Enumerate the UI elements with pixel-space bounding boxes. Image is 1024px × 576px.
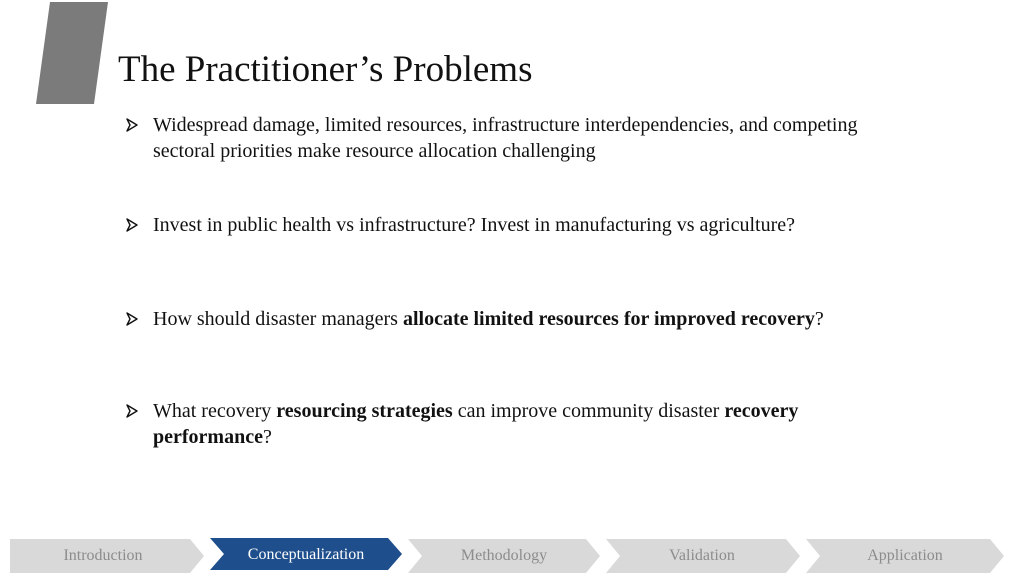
nav-step-validation[interactable]: Validation <box>669 547 735 564</box>
arrow-bullet-icon <box>124 215 144 235</box>
bullet-text: Widespread damage, limited resources, infrastructure interdependencies, and competing sectoral priorities make resource allocation challenging <box>153 114 858 162</box>
slide-title: The Practitioner’s Problems <box>118 49 533 90</box>
bullet-text: How should disaster managers allocate limited resources for improved recovery? <box>153 308 824 330</box>
bullet-item <box>124 398 914 450</box>
bullet-item <box>124 112 914 164</box>
arrow-bullet-icon <box>124 115 144 135</box>
bold-phrase: recovery performance <box>153 400 799 448</box>
section-progress-nav <box>0 536 1024 576</box>
bullet-text: Invest in public health vs infrastructure? Invest in manufacturing vs agriculture? <box>153 214 796 236</box>
bullet-item <box>124 212 914 238</box>
arrow-bullet-icon <box>124 401 144 421</box>
nav-step-application[interactable]: Application <box>867 547 943 564</box>
bold-phrase: allocate limited resources for improved recovery <box>402 308 815 330</box>
bullet-text: What recovery resourcing strategies can improve community disaster recovery performance? <box>153 400 799 448</box>
bullet-item <box>124 306 914 332</box>
arrow-bullet-icon <box>124 309 144 329</box>
nav-step-introduction[interactable]: Introduction <box>63 547 143 564</box>
bold-phrase: resourcing strategies <box>276 400 453 422</box>
nav-step-conceptualization[interactable]: Conceptualization <box>247 546 365 563</box>
nav-step-methodology[interactable]: Methodology <box>460 547 548 564</box>
